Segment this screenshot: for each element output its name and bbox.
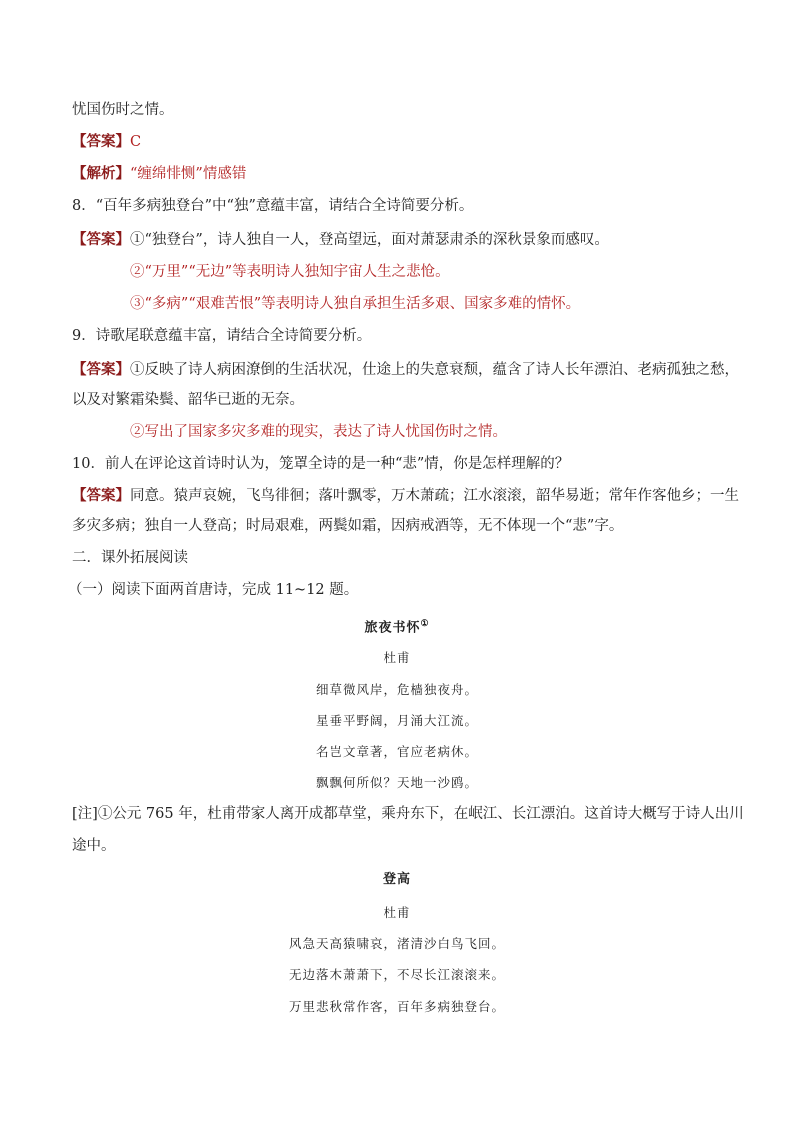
explanation-value: “缠绵悱恻”情感错: [130, 166, 247, 182]
poem-1-line: 细草微风岸，危樯独夜舟。: [315, 682, 478, 697]
answer-line: [72, 132, 722, 152]
answer-text: 同意。猿声哀婉，飞鸟徘徊；落叶飘零，万木萧疏；江水滚滚，韶华易逝；常年作客他乡；一生: [130, 488, 739, 504]
poem-1-author: 杜甫: [383, 650, 411, 665]
poem-title-text: 旅夜书怀: [364, 620, 421, 636]
poem-2-author: 杜甫: [383, 905, 411, 920]
poem-2-line: 万里悲秋常作客，百年多病独登台。: [288, 999, 505, 1014]
note-line-2: 途中。: [72, 838, 116, 854]
question-8: 8．“百年多病独登台”中“独”意蕴丰富，请结合全诗简要分析。: [72, 198, 474, 214]
sub-heading: （一）阅读下面两首唐诗，完成 11~12 题。: [68, 582, 359, 598]
note-line-1: [注]①公元 765 年，杜甫带家人离开成都草堂，乘舟东下，在岷江、长江漂泊。这首诗大概写于诗人出川: [72, 806, 744, 822]
explanation-label: 【解析】: [72, 165, 130, 182]
section-heading: 二．课外拓展阅读: [72, 550, 188, 566]
footnote-mark: ①: [420, 619, 430, 629]
question-10: 10．前人在评论这首诗时认为，笼罩全诗的是一种“悲”情，你是怎样理解的？: [72, 456, 570, 472]
answer-10-line-2: 多灾多病；独自一人登高；时局艰难，两鬓如霜，因病戒酒等，无不体现一个“悲”字。: [72, 518, 624, 534]
poem-1-title: [0, 614, 794, 638]
answer-value: C: [130, 134, 142, 150]
poem-2-title: 登高: [382, 872, 411, 887]
poem-2-line: 风急天高猿啸哀，渚清沙白鸟飞回。: [288, 936, 505, 951]
explanation-line: [72, 164, 722, 184]
answer-label: 【答案】: [72, 133, 130, 150]
poem-1-line: 飘飘何所似？天地一沙鸥。: [315, 775, 478, 790]
answer-label: 【答案】: [72, 361, 130, 378]
poem-2-line: 无边落木萧萧下，不尽长江滚滚来。: [288, 967, 505, 982]
answer-8-line-1: [72, 230, 722, 250]
answer-label: 【答案】: [72, 487, 130, 504]
answer-text: ①“独登台”，诗人独自一人，登高望远，面对萧瑟肃杀的深秋景象而感叹。: [130, 232, 609, 248]
answer-9-line-2: ②写出了国家多灾多难的现实，表达了诗人忧国伤时之情。: [130, 424, 507, 440]
answer-10-line-1: [72, 486, 739, 506]
poem-1-line: 名岂文章著，官应老病休。: [315, 744, 478, 759]
text-line: 忧国伤时之情。: [72, 102, 174, 118]
answer-label: 【答案】: [72, 231, 130, 248]
answer-8-line-3: ③“多病”“艰难苦恨”等表明诗人独自承担生活多艰、国家多难的情怀。: [130, 296, 581, 312]
poem-1-line: 星垂平野阔，月涌大江流。: [315, 713, 478, 728]
question-9: 9．诗歌尾联意蕴丰富，请结合全诗简要分析。: [72, 328, 372, 344]
answer-text: ①反映了诗人病困潦倒的生活状况，仕途上的失意衰颓，蕴含了诗人长年漂泊、老病孤独之愁，: [130, 362, 739, 378]
answer-9-line-1: [72, 360, 739, 380]
answer-8-line-2: ②“万里”“无边”等表明诗人独知宇宙人生之悲怆。: [130, 264, 450, 280]
answer-9-line-1b: 以及对繁霜染鬓、韶华已逝的无奈。: [72, 392, 304, 408]
